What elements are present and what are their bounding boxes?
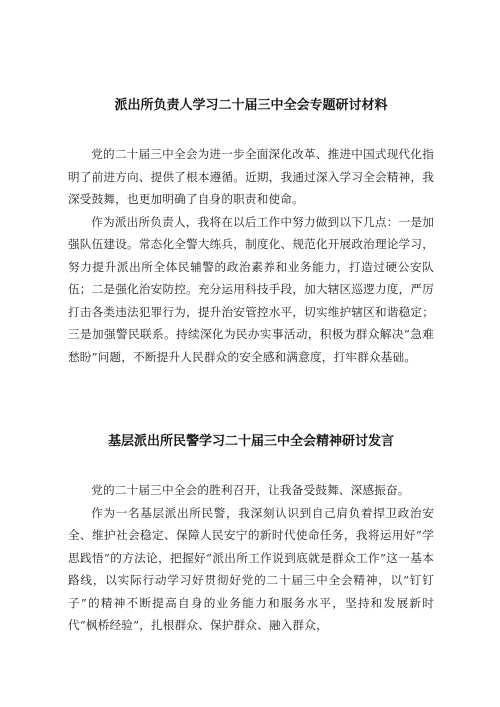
section-1 — [68, 94, 434, 368]
section-title: 派出所负责人学习二十届三中全会专题研讨材料 — [114, 98, 388, 113]
paragraph: 作为一名基层派出所民警，我深刻认识到自己肩负着捍卫政治安全、维护社会稳定、保障人民安宁的新时代使命任务，我将运用好“学思践悟”的方法论，把握好”派出所工作说到底就是群众工作”这一基本路线，以实际行动学习好贯彻好党的二十届三中全会精神，以“钉钉子”的精神不断提高自身的业务能力和服务水平，坚持和发展新时代“枫桥经验”，扎根群众、保护群众、融入群众， — [68, 505, 434, 632]
section-body — [68, 479, 434, 637]
section-body — [68, 143, 434, 368]
paragraph: 党的二十届三中全会为进一步全面深化改革、推进中国式现代化指明了前进方向、提供了根本遵循。近期，我通过深入学习全会精神，我深受鼓舞，也更加明确了自身的职责和使命。 — [68, 147, 434, 206]
paragraph: 作为派出所负责人，我将在以后工作中努力做到以下几点：一是加强队伍建设。常态化全警大练兵，制度化、规范化开展政治理论学习，努力提升派出所全体民辅警的政治素养和业务能力，打造过硬公安队伍；二是强化治安防控。充分运用科技手段，加大辖区巡逻力度，严厉打击各类违法犯罪行为，提升治安管控水平，切实维护辖区和谐稳定；三是加强警民联系。持续深化为民办实事活动，积极为群众解决“急难愁盼”问题，不断提升人民群众的安全感和满意度，打牢群众基础。 — [68, 214, 434, 364]
paragraph: 党的二十届三中全会的胜利召开，让我备受鼓舞、深感振奋。 — [91, 483, 410, 497]
section-2 — [68, 430, 434, 637]
section-title: 基层派出所民警学习二十届三中全会精神研讨发言 — [107, 434, 394, 449]
